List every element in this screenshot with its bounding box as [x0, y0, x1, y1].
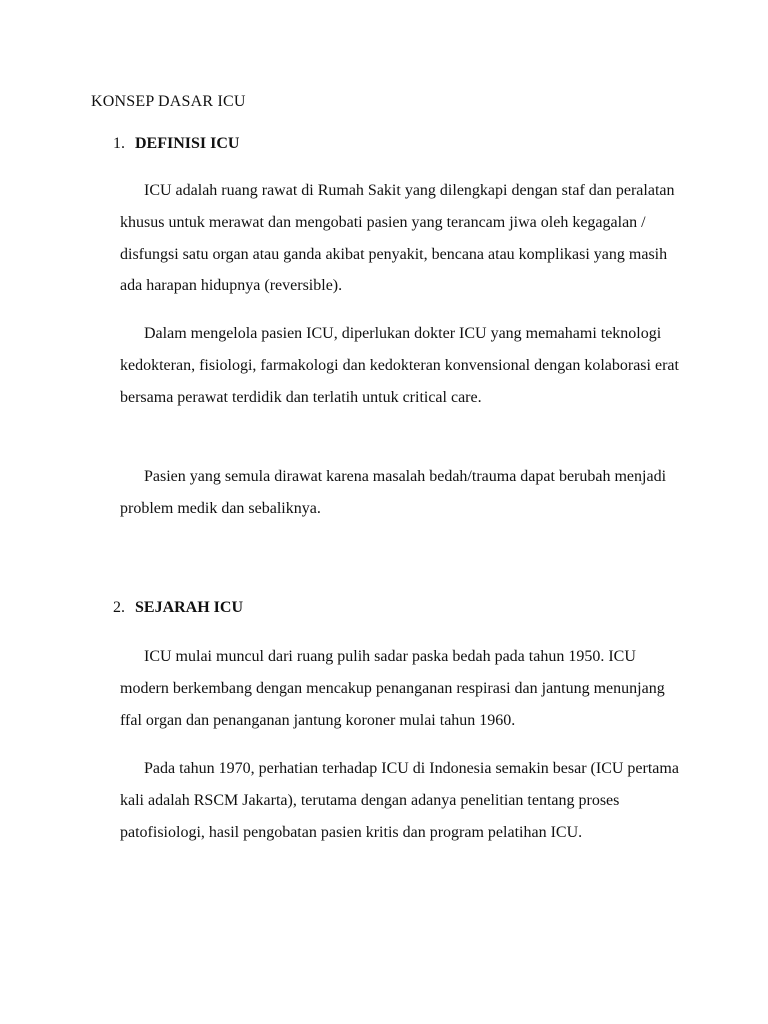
paragraph-definisi-1: ICU adalah ruang rawat di Rumah Sakit yang dilengkapi dengan staf dan peralatan khusus untuk merawat dan mengobati pasien yang terancam jiwa oleh kegagalan / disfungsi satu organ atau ganda akibat penyakit, bencana atau komplikasi yang masih ada harapan hidupnya (reversible).: [120, 182, 675, 295]
section-title: DEFINISI ICU: [135, 135, 240, 152]
section-heading-sejarah: [113, 598, 243, 618]
section-title: SEJARAH ICU: [135, 599, 244, 616]
document-title: KONSEP DASAR ICU: [91, 93, 246, 110]
paragraph-definisi-3: Pasien yang semula dirawat karena masalah bedah/trauma dapat berubah menjadi problem medik dan sebaliknya.: [120, 468, 667, 517]
paragraph-sejarah-1: ICU mulai muncul dari ruang pulih sadar paska bedah pada tahun 1950. ICU modern berkembang dengan mencakup penanganan respirasi dan jantung menunjang ffal organ dan penanganan jantung koroner mulai tahun 1960.: [120, 648, 665, 729]
paragraph-definisi-2: Dalam mengelola pasien ICU, diperlukan dokter ICU yang memahami teknologi kedokteran, fisiologi, farmakologi dan kedokteran konvensional dengan kolaborasi erat bersama perawat terdidik dan terlatih untuk critical care.: [120, 325, 679, 406]
section-number: 2.: [113, 599, 125, 616]
paragraph-sejarah-2: Pada tahun 1970, perhatian terhadap ICU di Indonesia semakin besar (ICU pertama kali adalah RSCM Jakarta), terutama dengan adanya penelitian tentang proses patofisiologi, hasil pengobatan pasien kritis dan program pelatihan ICU.: [120, 760, 679, 841]
section-number: 1.: [113, 135, 125, 152]
section-heading-definisi: [113, 134, 239, 154]
